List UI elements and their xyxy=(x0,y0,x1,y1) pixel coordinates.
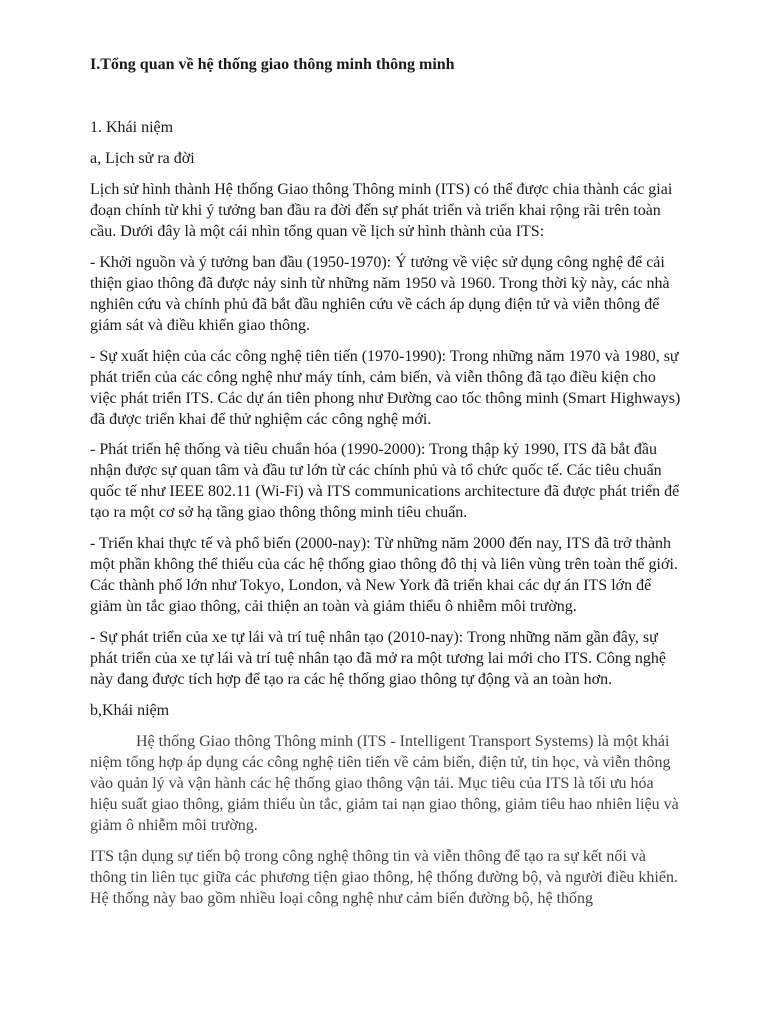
subsection-heading-lich-su: a, Lịch sử ra đời xyxy=(90,150,195,167)
subsection-heading-khai-niem: b,Khái niệm xyxy=(90,702,170,719)
intro-paragraph: Lịch sử hình thành Hệ thống Giao thông Thông minh (ITS) có thể được chia thành các giai đoạn chính từ khi ý tưởng ban đầu ra đời đến sự phát triển và triển khai rộng rãi trên toàn cầu. Dưới đây là một cái nhìn tổng quan về lịch sử hình thành của ITS: xyxy=(90,181,673,240)
history-item-4: - Triển khai thực tế và phổ biến (2000-nay): Từ những năm 2000 đến nay, ITS đã trở thành một phần không thể thiếu của các hệ thống giao thông đô thị và liên vùng trên toàn thế giới. Các thành phố lớn như Tokyo, London, và New York đã triển khai các dự án ITS lớn để giảm ùn tắc giao thông, cải thiện an toàn và giảm thiểu ô nhiễm môi trường. xyxy=(90,535,678,615)
document-title: I.Tổng quan về hệ thống giao thông minh thông minh xyxy=(90,56,455,73)
history-item-5: - Sự phát triển của xe tự lái và trí tuệ nhân tạo (2010-nay): Trong những năm gần đây, sự phát triển của xe tự lái và trí tuệ nhân tạo đã mở ra một tương lai mới cho ITS. Công nghệ này đang được tích hợp để tạo ra các hệ thống giao thông tự động và an toàn hơn. xyxy=(90,629,666,688)
concept-paragraph-1: Hệ thống Giao thông Thông minh (ITS - Intelligent Transport Systems) là một khái niệm tổng hợp áp dụng các công nghệ tiên tiến về cảm biến, điện tử, tin học, và viễn thông vào quản lý và vận hành các hệ thống giao thông vận tải. Mục tiêu của ITS là tối ưu hóa hiệu suất giao thông, giảm thiểu ùn tắc, giảm tai nạn giao thông, giảm tiêu hao nhiên liệu và giảm ô nhiễm môi trường. xyxy=(90,733,679,834)
section-heading-khai-niem: 1. Khái niệm xyxy=(90,119,174,136)
history-item-2: - Sự xuất hiện của các công nghệ tiên tiến (1970-1990): Trong những năm 1970 và 1980, sự phát triển của các công nghệ như máy tính, cảm biến, và viễn thông đã tạo điều kiện cho việc phát triển ITS. Các dự án tiên phong như Đường cao tốc thông minh (Smart Highways) đã được triển khai để thử nghiệm các công nghệ mới. xyxy=(90,348,681,428)
history-item-1: - Khởi nguồn và ý tưởng ban đầu (1950-1970): Ý tưởng về việc sử dụng công nghệ để cải thiện giao thông đã được nảy sinh từ những năm 1950 và 1960. Trong thời kỳ này, các nhà nghiên cứu và chính phủ đã bắt đầu nghiên cứu về cách áp dụng điện tử và viễn thông để giám sát và điều khiển giao thông. xyxy=(90,254,670,334)
history-item-3: - Phát triển hệ thống và tiêu chuẩn hóa (1990-2000): Trong thập kỷ 1990, ITS đã bắt đầu nhận được sự quan tâm và đầu tư lớn từ các chính phủ và tổ chức quốc tế. Các tiêu chuẩn quốc tế như IEEE 802.11 (Wi-Fi) và ITS communications architecture đã được phát triển để tạo ra một cơ sở hạ tầng giao thông thông minh tiêu chuẩn. xyxy=(90,441,680,521)
concept-paragraph-2: ITS tận dụng sự tiến bộ trong công nghệ thông tin và viễn thông để tạo ra sự kết nối và thông tin liên tục giữa các phương tiện giao thông, hệ thống đường bộ, và người điều khiển. Hệ thống này bao gồm nhiều loại công nghệ như cảm biến đường bộ, hệ thống xyxy=(90,848,678,907)
